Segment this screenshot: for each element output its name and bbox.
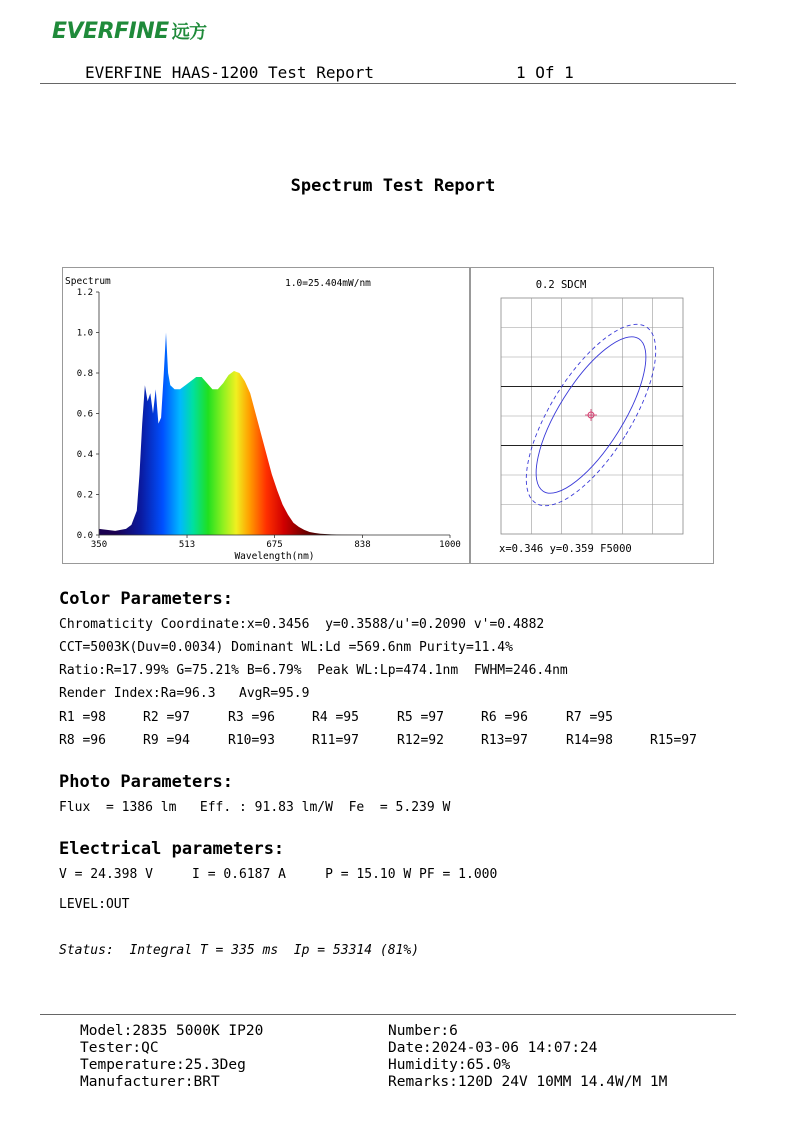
render-index-r13: R13=97: [481, 733, 528, 748]
color-params-heading: Color Parameters:: [59, 589, 233, 609]
everfine-logo: [52, 18, 207, 44]
x-tick-label: 513: [178, 540, 196, 550]
logo-cn: 远方: [171, 22, 207, 43]
x-tick-label: 675: [266, 540, 283, 550]
spectrum-area: [99, 333, 385, 536]
footer-number: Number:6: [388, 1023, 458, 1039]
photo-params-line: Flux = 1386 lm Eff. : 91.83 lm/W Fe = 5.239 W: [59, 800, 451, 815]
y-tick-label: 0.2: [76, 490, 93, 501]
render-index-r5: R5 =97: [397, 710, 444, 725]
spectrum-chart: [63, 268, 469, 563]
color-param-line: Chromaticity Coordinate:x=0.3456 y=0.3588/u'=0.2090 v'=0.4882: [59, 617, 545, 632]
electrical-params-line: V = 24.398 V I = 0.6187 A P = 15.10 W PF = 1.000: [59, 867, 498, 882]
render-index-r4: R4 =95: [312, 710, 359, 725]
status-line: Status: Integral T = 335 ms Ip = 53314 (81%): [59, 943, 420, 958]
header-title: EVERFINE HAAS-1200 Test Report: [85, 63, 374, 82]
y-axis-label: Spectrum: [65, 276, 111, 287]
sdcm-chart: [471, 268, 713, 563]
y-tick-label: 0.0: [76, 531, 93, 541]
electrical-params-heading: Electrical parameters:: [59, 839, 285, 859]
header-rule: [40, 83, 736, 84]
render-index-r12: R12=92: [397, 733, 444, 748]
render-index-r1: R1 =98: [59, 710, 106, 725]
level-line: LEVEL:OUT: [59, 897, 130, 912]
spectrum-chart-panel: [62, 267, 470, 564]
render-index-r6: R6 =96: [481, 710, 528, 725]
render-index-r3: R3 =96: [228, 710, 275, 725]
y-tick-label: 0.8: [76, 369, 93, 379]
y-tick-label: 1.2: [76, 288, 93, 298]
color-param-line: CCT=5003K(Duv=0.0034) Dominant WL:Ld =569.6nm Purity=11.4%: [59, 640, 513, 655]
render-index-r14: R14=98: [566, 733, 613, 748]
footer-temperature: Temperature:25.3Deg: [80, 1057, 246, 1073]
render-index-r11: R11=97: [312, 733, 359, 748]
x-tick-label: 1000: [439, 540, 461, 550]
render-index-r2: R2 =97: [143, 710, 190, 725]
render-index-r8: R8 =96: [59, 733, 106, 748]
render-index-r9: R9 =94: [143, 733, 190, 748]
spectrum-annotation: 1.0=25.404mW/nm: [285, 278, 371, 289]
render-index-r7: R7 =95: [566, 710, 613, 725]
x-tick-label: 838: [354, 540, 371, 550]
x-tick-label: 350: [90, 540, 108, 550]
render-index-r15: R15=97: [650, 733, 697, 748]
sdcm-title: 0.2 SDCM: [535, 279, 587, 291]
sdcm-panel: [470, 267, 714, 564]
color-param-line: Render Index:Ra=96.3 AvgR=95.9: [59, 686, 310, 701]
footer-humidity: Humidity:65.0%: [388, 1057, 511, 1073]
y-tick-label: 0.4: [76, 450, 93, 460]
photo-params-heading: Photo Parameters:: [59, 772, 233, 792]
y-tick-label: 1.0: [76, 328, 93, 339]
color-param-line: Ratio:R=17.99% G=75.21% B=6.79% Peak WL:Lp=474.1nm FWHM=246.4nm: [59, 663, 568, 678]
render-index-r10: R10=93: [228, 733, 275, 748]
footer-tester: Tester:QC: [80, 1040, 159, 1056]
sdcm-caption: x=0.346 y=0.359 F5000: [499, 543, 632, 555]
footer-model: Model:2835 5000K IP20: [80, 1023, 264, 1039]
footer-manufacturer: Manufacturer:BRT: [80, 1074, 220, 1090]
header-page-number: 1 Of 1: [516, 63, 574, 82]
y-tick-label: 0.6: [76, 409, 93, 420]
logo-text: EVERFINE: [52, 19, 169, 44]
footer-rule: [40, 1014, 736, 1015]
footer-remarks: Remarks:120D 24V 10MM 14.4W/M 1M: [388, 1074, 668, 1090]
x-axis-label: Wavelength(nm): [234, 551, 315, 562]
footer-date: Date:2024-03-06 14:07:24: [388, 1040, 598, 1056]
document-title: Spectrum Test Report: [290, 176, 496, 196]
